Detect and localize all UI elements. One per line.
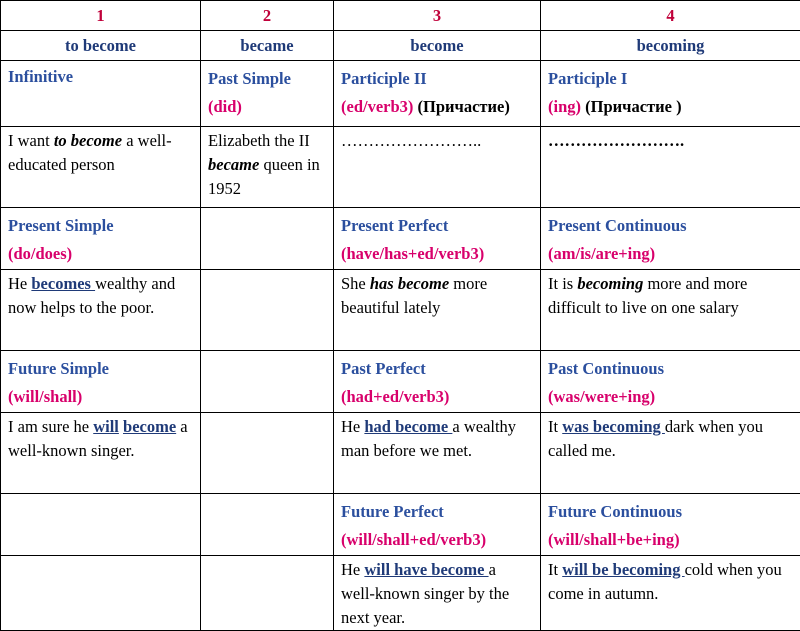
past-perfect-label: Past Perfect	[341, 355, 533, 383]
label-participle1-cell	[541, 61, 800, 127]
example-past: Elizabeth the II became queen in 1952	[201, 127, 334, 208]
present-perfect-example: She has become more beautiful lately	[334, 270, 541, 351]
past-continuous-label-cell	[541, 351, 800, 413]
empty-cell	[1, 556, 201, 631]
label-past-aux: (did)	[208, 93, 326, 121]
future-simple-rule: (will/shall)	[8, 383, 193, 411]
present-simple-rule: (do/does)	[8, 240, 193, 268]
label-infinitive-cell	[1, 61, 201, 127]
future-simple-label: Future Simple	[8, 355, 193, 383]
label-participle1-rule: (ing)	[548, 97, 581, 116]
present-continuous-rule: (am/is/are+ing)	[548, 240, 793, 268]
label-participle2: Participle II	[341, 65, 533, 93]
form-label-row	[1, 61, 800, 127]
empty-cell	[201, 556, 334, 631]
label-participle2-rule: (ed/verb3)	[341, 97, 413, 116]
present-continuous-label-cell	[541, 208, 800, 270]
past-example-row	[1, 413, 800, 494]
form-infinitive: to become	[1, 31, 201, 61]
future-perfect-label-cell	[334, 494, 541, 556]
past-continuous-label: Past Continuous	[548, 355, 793, 383]
empty-cell	[201, 494, 334, 556]
present-perfect-label-cell	[334, 208, 541, 270]
empty-cell	[201, 413, 334, 494]
future-continuous-label: Future Continuous	[548, 498, 793, 526]
column-number-2: 2	[201, 1, 334, 31]
future-example-row	[1, 556, 800, 631]
present-tense-label-row	[1, 208, 800, 270]
label-participle2-note: (Причастие)	[418, 97, 510, 116]
example-infinitive: I want to become a well-educated person	[1, 127, 201, 208]
past-perfect-label-cell	[334, 351, 541, 413]
empty-cell	[201, 351, 334, 413]
future-simple-label-cell	[1, 351, 201, 413]
future-simple-example: I am sure he will become a well-known singer.	[1, 413, 201, 494]
present-perfect-label: Present Perfect	[341, 212, 533, 240]
past-perfect-rule: (had+ed/verb3)	[341, 383, 533, 411]
empty-cell	[201, 208, 334, 270]
future-perfect-label: Future Perfect	[341, 498, 533, 526]
present-simple-example: He becomes wealthy and now helps to the poor.	[1, 270, 201, 351]
past-continuous-rule: (was/were+ing)	[548, 383, 793, 411]
label-infinitive: Infinitive	[8, 67, 73, 86]
present-perfect-rule: (have/has+ed/verb3)	[341, 240, 533, 268]
present-continuous-example: It is becoming more and more difficult to live on one salary	[541, 270, 800, 351]
present-simple-label: Present Simple	[8, 212, 193, 240]
future-continuous-example: It will be becoming cold when you come in autumn.	[541, 556, 800, 631]
past-tense-label-row	[1, 351, 800, 413]
example-row-forms	[1, 127, 800, 208]
label-past-simple: Past Simple	[208, 65, 326, 93]
form-participle2: become	[334, 31, 541, 61]
present-continuous-label: Present Continuous	[548, 212, 793, 240]
present-example-row	[1, 270, 800, 351]
future-tense-label-row	[1, 494, 800, 556]
form-past: became	[201, 31, 334, 61]
present-simple-label-cell	[1, 208, 201, 270]
future-perfect-rule: (will/shall+ed/verb3)	[341, 526, 533, 554]
column-number-3: 3	[334, 1, 541, 31]
form-participle1: becoming	[541, 31, 800, 61]
column-number-1: 1	[1, 1, 201, 31]
label-participle1-note: (Причастие )	[585, 97, 681, 116]
example-participle1: …………………….	[541, 127, 800, 208]
future-perfect-example: He will have become a well-known singer by the next year.	[334, 556, 541, 631]
column-number-4: 4	[541, 1, 800, 31]
label-participle2-cell	[334, 61, 541, 127]
future-continuous-label-cell	[541, 494, 800, 556]
past-continuous-example: It was becoming dark when you called me.	[541, 413, 800, 494]
column-number-row	[1, 1, 800, 31]
label-past-cell	[201, 61, 334, 127]
future-continuous-rule: (will/shall+be+ing)	[548, 526, 793, 554]
example-participle2: ……………………..	[334, 127, 541, 208]
verb-forms-row	[1, 31, 800, 61]
past-perfect-example: He had become a wealthy man before we met.	[334, 413, 541, 494]
label-participle1: Participle I	[548, 65, 793, 93]
empty-cell	[1, 494, 201, 556]
empty-cell	[201, 270, 334, 351]
